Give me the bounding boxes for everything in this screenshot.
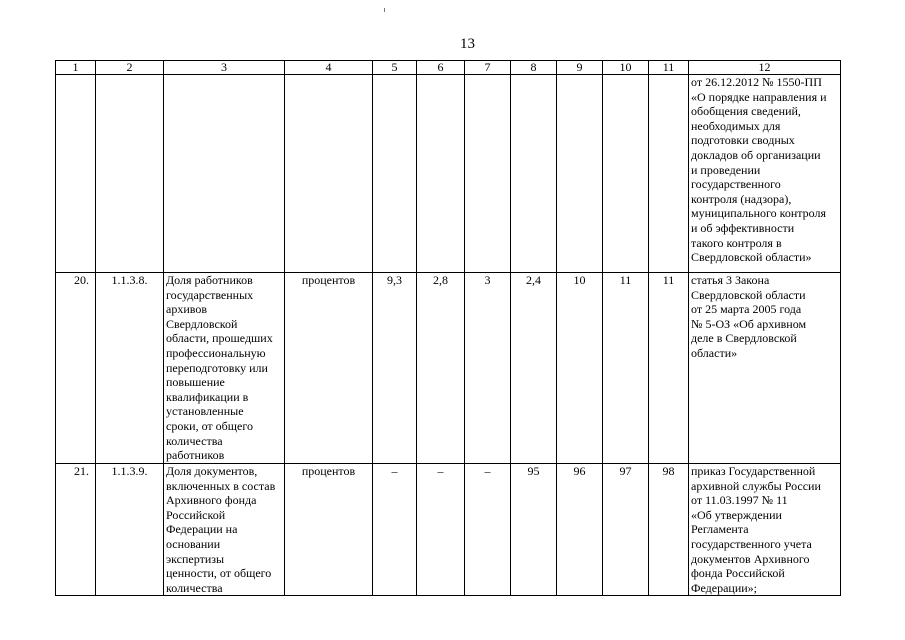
unit [285, 75, 373, 273]
value-col5: – [373, 464, 417, 596]
column-number: 1 [56, 61, 96, 75]
row-number: 20. [56, 273, 96, 464]
value-col7 [465, 75, 511, 273]
value-col10: 97 [603, 464, 649, 596]
legal-source: от 26.12.2012 № 1550-ПП «О порядке направления и обобщения сведений, необходимых для подготовки сводных докладов об организации и проведении государственного контроля (надзора), муниципального контроля и об эффективности такого контроля в Свердловской области» [689, 75, 841, 273]
column-number: 2 [96, 61, 164, 75]
row-code: 1.1.3.9. [96, 464, 164, 596]
value-col5 [373, 75, 417, 273]
value-col11: 11 [649, 273, 689, 464]
value-col6: – [417, 464, 465, 596]
value-col7: 3 [465, 273, 511, 464]
indicators-table [55, 60, 841, 596]
value-col10: 11 [603, 273, 649, 464]
column-number: 3 [164, 61, 285, 75]
value-col8: 2,4 [511, 273, 557, 464]
column-number: 12 [689, 61, 841, 75]
value-col7: – [465, 464, 511, 596]
row-code: 1.1.3.8. [96, 273, 164, 464]
column-number: 7 [465, 61, 511, 75]
indicator-name: Доля работников государственных архивов Свердловской области, прошедших профессиональную переподготовку или повышение квалификации в установленные сроки, от общего количества работников [164, 273, 285, 464]
page-number: 13 [460, 36, 475, 52]
value-col9: 10 [557, 273, 603, 464]
value-col5: 9,3 [373, 273, 417, 464]
column-number: 10 [603, 61, 649, 75]
row-number [56, 75, 96, 273]
value-col10 [603, 75, 649, 273]
column-number-row [56, 61, 841, 75]
value-col8 [511, 75, 557, 273]
value-col11: 98 [649, 464, 689, 596]
unit: процентов [285, 273, 373, 464]
value-col8: 95 [511, 464, 557, 596]
indicator-name: Доля документов, включенных в состав Архивного фонда Российской Федерации на основании экспертизы ценности, от общего количества [164, 464, 285, 596]
column-number: 6 [417, 61, 465, 75]
legal-source: статья 3 Закона Свердловской области от 25 марта 2005 года № 5-ОЗ «Об архивном деле в Свердловской области» [689, 273, 841, 464]
column-number: 8 [511, 61, 557, 75]
value-col6: 2,8 [417, 273, 465, 464]
value-col9: 96 [557, 464, 603, 596]
legal-source: приказ Государственной архивной службы России от 11.03.1997 № 11 «Об утверждении Регламента государственного учета документов Архивного фонда Российской Федерации»; [689, 464, 841, 596]
column-number: 11 [649, 61, 689, 75]
scan-mark [384, 8, 385, 12]
unit: процентов [285, 464, 373, 596]
column-number: 9 [557, 61, 603, 75]
table-row [56, 464, 841, 596]
indicator-name [164, 75, 285, 273]
table-row [56, 75, 841, 273]
row-number: 21. [56, 464, 96, 596]
row-code [96, 75, 164, 273]
column-number: 4 [285, 61, 373, 75]
column-number: 5 [373, 61, 417, 75]
table-row [56, 273, 841, 464]
value-col11 [649, 75, 689, 273]
value-col6 [417, 75, 465, 273]
value-col9 [557, 75, 603, 273]
